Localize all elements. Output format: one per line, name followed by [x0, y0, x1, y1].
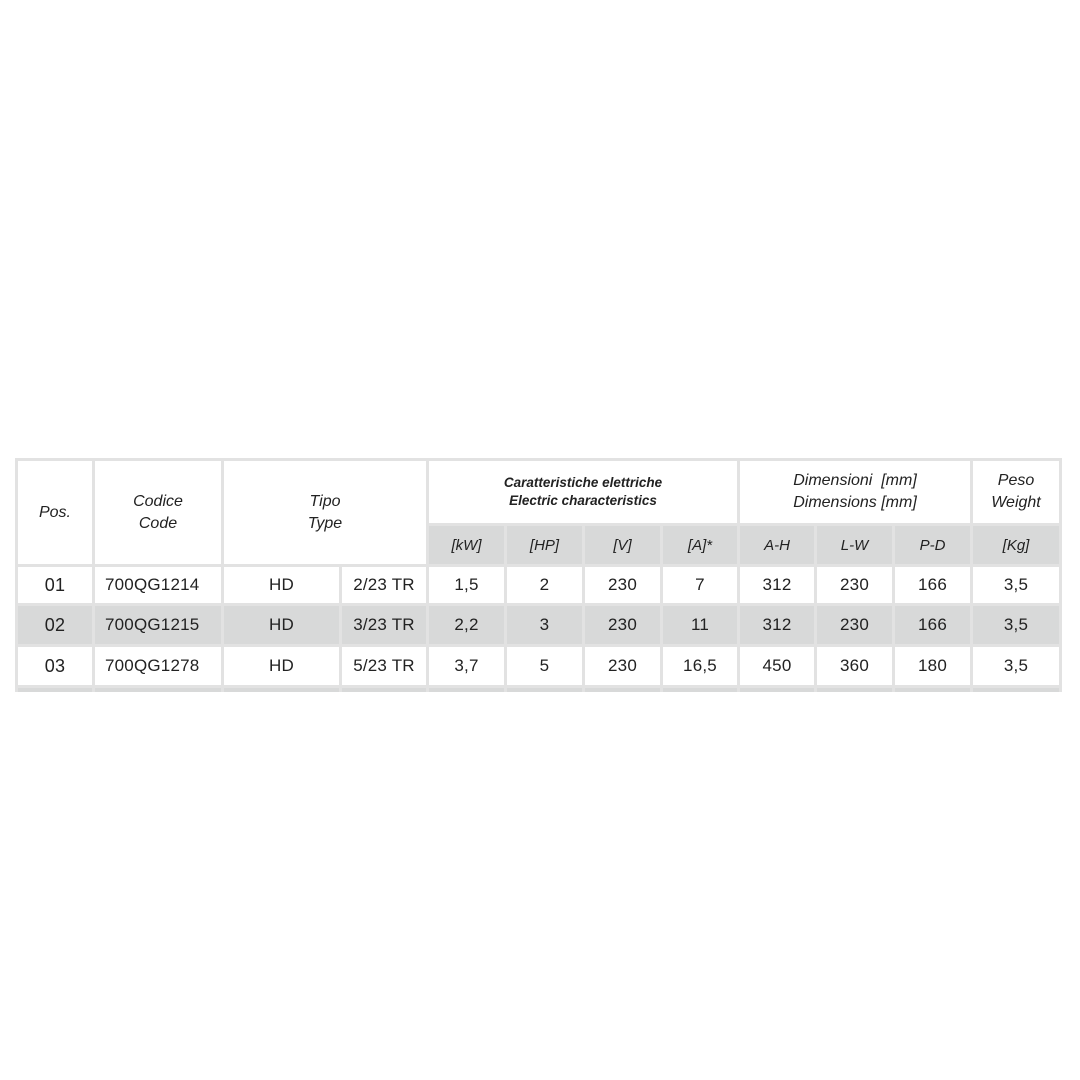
row3-kw: 3,7 — [429, 647, 504, 685]
cropped-row-ah — [740, 688, 814, 692]
row3-type2: 5/23 TR — [342, 647, 426, 685]
row1-ah: 312 — [740, 567, 814, 603]
row3-lw: 360 — [817, 647, 892, 685]
subheader-pd: P-D — [895, 526, 970, 564]
row1-type2: 2/23 TR — [342, 567, 426, 603]
row2-a: 11 — [663, 606, 737, 644]
cropped-row-type1 — [224, 688, 339, 692]
header-dimensions-en: Dimensions [mm] — [793, 494, 917, 511]
cropped-row-kw — [429, 688, 504, 692]
header-code — [95, 461, 221, 564]
header-weight-en: Weight — [991, 494, 1041, 511]
cropped-row-hp — [507, 688, 582, 692]
row2-ah: 312 — [740, 606, 814, 644]
row1-type1: HD — [224, 567, 339, 603]
row3-a: 16,5 — [663, 647, 737, 685]
row2-lw: 230 — [817, 606, 892, 644]
row1-lw: 230 — [817, 567, 892, 603]
row2-kg: 3,5 — [973, 606, 1059, 644]
header-weight-it: Peso — [997, 472, 1035, 489]
row3-hp: 5 — [507, 647, 582, 685]
header-electric-it: Caratteristiche elettriche — [503, 475, 663, 490]
row3-kg: 3,5 — [973, 647, 1059, 685]
row3-code: 700QG1278 — [95, 647, 221, 685]
header-type-it: Tipo — [309, 492, 341, 510]
row1-kw: 1,5 — [429, 567, 504, 603]
cropped-row-code — [95, 688, 221, 692]
row3-pos: 03 — [18, 647, 92, 685]
row3-v: 230 — [585, 647, 660, 685]
header-code-it: Codice — [133, 492, 183, 510]
row2-v: 230 — [585, 606, 660, 644]
cropped-row-kg — [973, 688, 1059, 692]
header-type — [224, 461, 426, 564]
header-pos — [18, 461, 92, 564]
header-dimensions — [740, 461, 970, 523]
cropped-row-lw — [817, 688, 892, 692]
subheader-hp: [HP] — [507, 526, 582, 564]
row2-kw: 2,2 — [429, 606, 504, 644]
header-type-en: Type — [307, 514, 343, 532]
cropped-row-pos — [18, 688, 92, 692]
subheader-lw: L-W — [817, 526, 892, 564]
subheader-a: [A]* — [663, 526, 737, 564]
header-code-en: Code — [138, 514, 178, 532]
subheader-kg: [Kg] — [973, 526, 1059, 564]
row1-hp: 2 — [507, 567, 582, 603]
row3-pd: 180 — [895, 647, 970, 685]
row2-hp: 3 — [507, 606, 582, 644]
header-electric — [429, 461, 737, 523]
row2-type2: 3/23 TR — [342, 606, 426, 644]
row1-pd: 166 — [895, 567, 970, 603]
row1-kg: 3,5 — [973, 567, 1059, 603]
header-pos-label: Pos. — [38, 503, 71, 521]
row2-type1: HD — [224, 606, 339, 644]
subheader-v: [V] — [585, 526, 660, 564]
subheader-ah: A-H — [740, 526, 814, 564]
header-dimensions-it: Dimensioni [mm] — [793, 472, 917, 489]
row1-code: 700QG1214 — [95, 567, 221, 603]
header-weight — [973, 461, 1059, 523]
subheader-kw: [kW] — [429, 526, 504, 564]
cropped-row-a — [663, 688, 737, 692]
row1-a: 7 — [663, 567, 737, 603]
row2-pd: 166 — [895, 606, 970, 644]
row2-code: 700QG1215 — [95, 606, 221, 644]
row3-ah: 450 — [740, 647, 814, 685]
header-electric-en: Electric characteristics — [509, 493, 657, 508]
cropped-row-pd — [895, 688, 970, 692]
row2-pos: 02 — [18, 606, 92, 644]
product-spec-table — [15, 458, 1062, 692]
cropped-row-v — [585, 688, 660, 692]
row1-v: 230 — [585, 567, 660, 603]
row1-pos: 01 — [18, 567, 92, 603]
row3-type1: HD — [224, 647, 339, 685]
cropped-row-type2 — [342, 688, 426, 692]
